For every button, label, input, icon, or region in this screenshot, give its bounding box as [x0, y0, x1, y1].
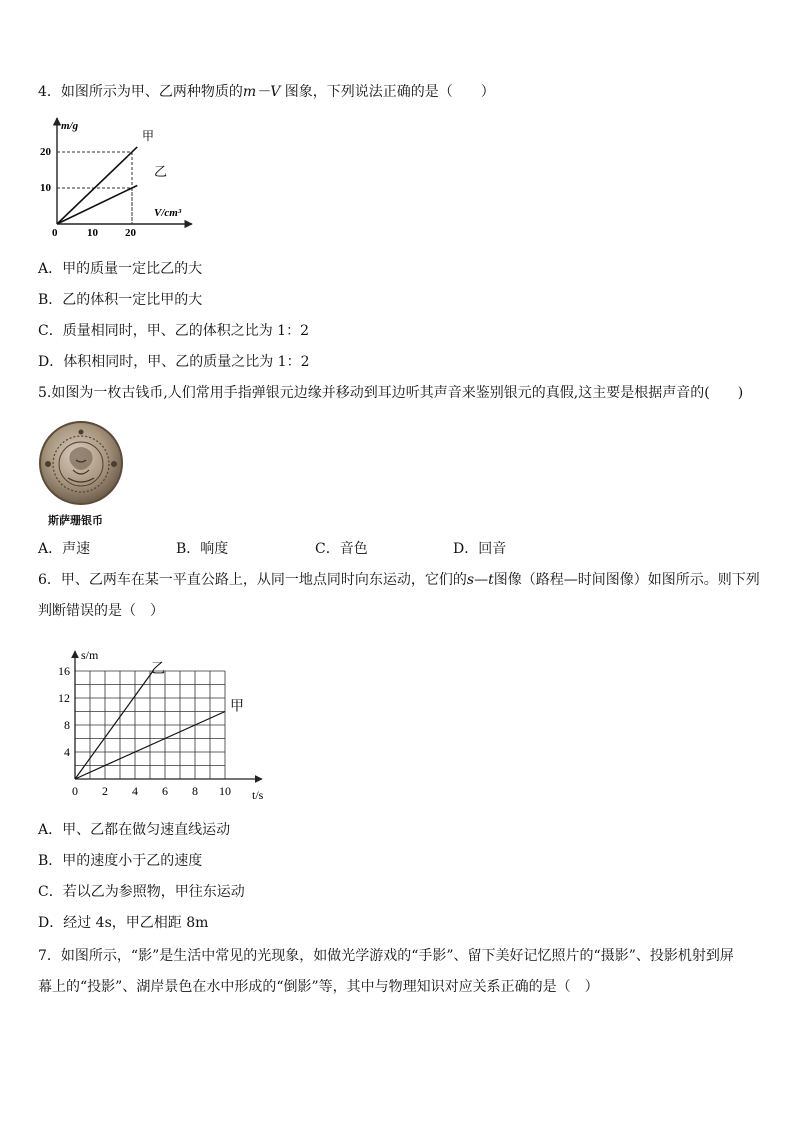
q6-y-tick-label: 8 [64, 718, 70, 732]
q5-option-b[interactable]: B．响度 [176, 541, 229, 557]
q6-series-label-yi: 乙 [151, 662, 165, 677]
q4-line-yi-label: 乙 [154, 164, 168, 179]
q6-y-tick-label: 16 [58, 664, 70, 678]
q4-line-jia-label: 甲 [142, 129, 155, 143]
q6-y-tick-label: 12 [58, 691, 70, 705]
q4-y-tick-20: 20 [40, 146, 51, 158]
q4-stem: 4．如图所示为甲、乙两种物质的m－V 图象，下列说法正确的是（ ） [38, 84, 495, 100]
q6-x-tick-label: 2 [102, 784, 108, 798]
q4-x-tick-10: 10 [87, 227, 98, 239]
q5-option-a[interactable]: A．声速 [38, 541, 91, 557]
q6-stem-line1: 6．甲、乙两车在某一平直公路上，从同一地点同时向东运动，它们的s—t图像（路程—时间图像）如图所示。则下列 [38, 572, 760, 588]
coin-caption: 斯萨珊银币 [48, 514, 103, 527]
q7-stem-line1: 7．如图所示，“影”是生活中常见的光现象，如做光学游戏的“手影”、留下美好记忆照片的“摄影”、投影机射到屏 [38, 948, 734, 964]
q4-origin-label: 0 [52, 227, 58, 239]
q6-series-label-jia: 甲 [230, 699, 244, 715]
q6-x-tick-label: 8 [192, 784, 198, 798]
q4-x-tick-20: 20 [125, 227, 136, 239]
q4-option-d[interactable]: D．体积相同时，甲、乙的质量之比为 1：2 [38, 354, 310, 370]
q6-x-tick-label: 4 [132, 784, 138, 798]
q4-option-a[interactable]: A．甲的质量一定比乙的大 [38, 261, 203, 277]
q4-series-line-yi [57, 185, 137, 224]
q6-y-axis-label: s/m [81, 648, 99, 662]
q4-x-label: V/cm³ [154, 207, 182, 219]
q4-series-line-jia [57, 147, 137, 224]
q4-option-c[interactable]: C．质量相同时，甲、乙的体积之比为 1：2 [38, 323, 309, 339]
q6-x-axis-label: t/s [252, 788, 264, 802]
q7-stem-line2: 幕上的“投影”、湖岸景色在水中形成的“倒影”等，其中与物理知识对应关系正确的是（ ） [38, 979, 599, 995]
q6-stem-line2: 判断错误的是（ ） [38, 603, 164, 619]
q6-option-b[interactable]: B．甲的速度小于乙的速度 [38, 853, 203, 869]
q6-option-a[interactable]: A．甲、乙都在做匀速直线运动 [38, 822, 231, 838]
q5-stem: 5.如图为一枚古钱币,人们常用手指弹银元边缘并移动到耳边听其声音来鉴别银元的真假,这主要是根据声音的( ) [38, 385, 744, 401]
q6-x-tick-label: 10 [219, 784, 231, 798]
q6-distance-time-graph [50, 645, 280, 803]
q5-option-c[interactable]: C．音色 [315, 541, 368, 557]
q4-y-label: m/g [61, 120, 79, 132]
q6-y-tick-label: 4 [64, 745, 70, 759]
ancient-coin-image [38, 420, 124, 506]
q6-option-c[interactable]: C．若以乙为参照物，甲往东运动 [38, 884, 245, 900]
q6-x-tick-label: 6 [162, 784, 168, 798]
q5-option-d[interactable]: D．回音 [453, 541, 507, 557]
q4-mass-volume-graph [30, 112, 200, 242]
q6-option-d[interactable]: D．经过 4s，甲乙相距 8m [38, 915, 209, 931]
q4-option-b[interactable]: B．乙的体积一定比甲的大 [38, 292, 203, 308]
q6-x-tick-label: 0 [72, 784, 78, 798]
q4-y-tick-10: 10 [40, 182, 51, 194]
